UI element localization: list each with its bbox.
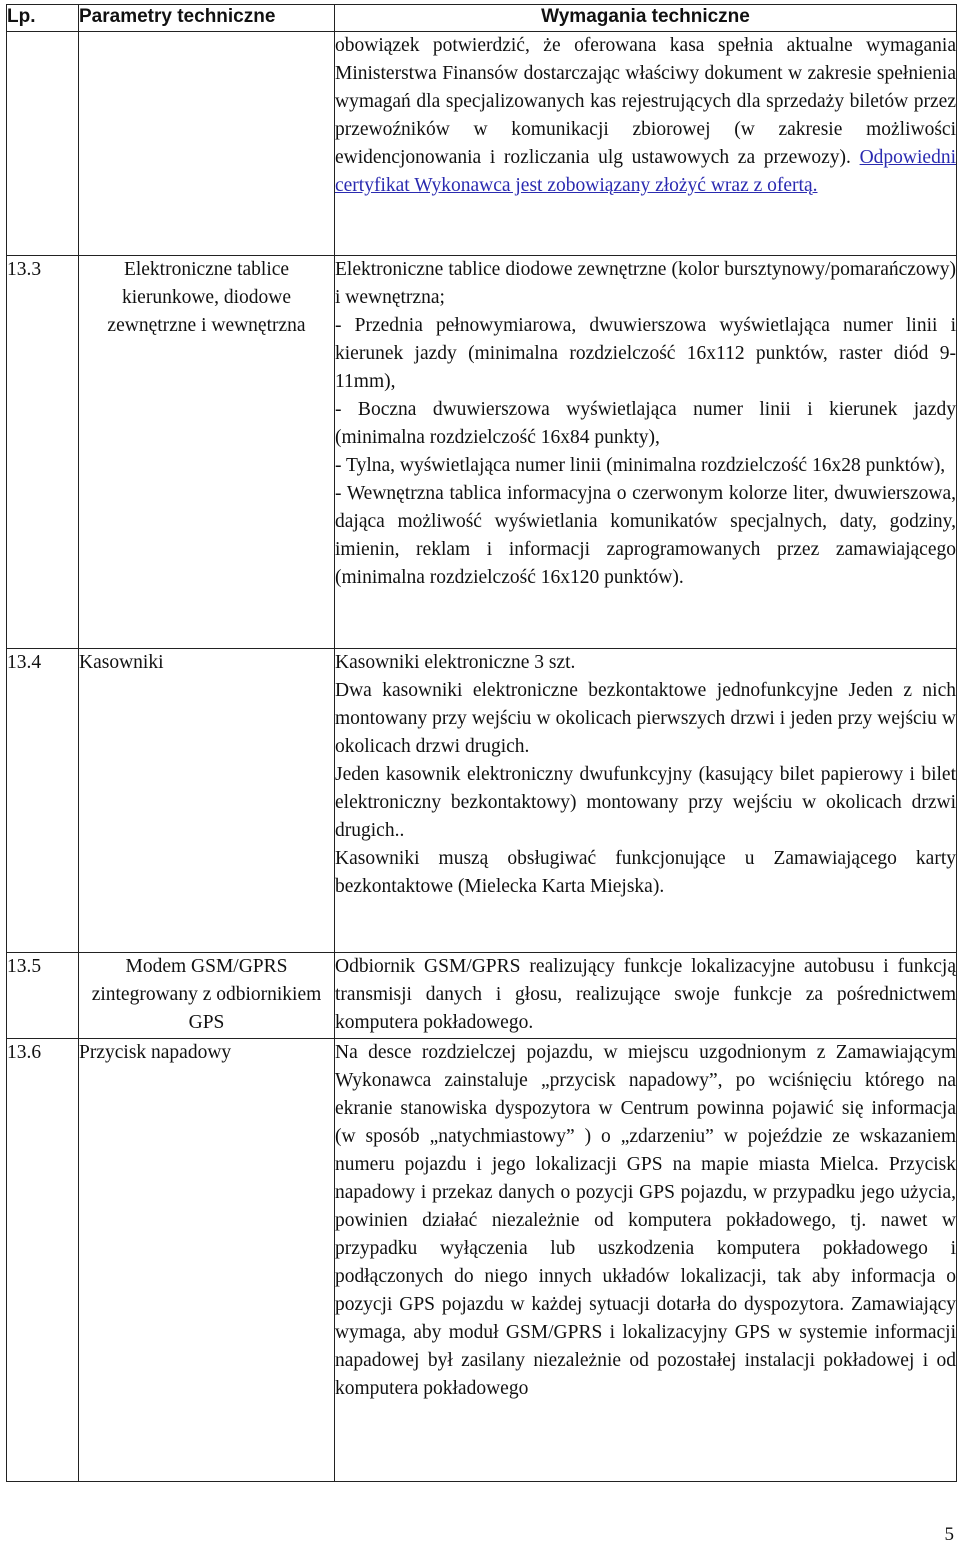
header-lp: Lp.: [7, 5, 79, 32]
row-parameter: Kasowniki: [79, 649, 335, 953]
row-parameter: Modem GSM/GPRS zintegrowany z odbiornikiem GPS: [79, 953, 335, 1039]
table-row: [7, 953, 957, 1039]
requirement-line: - Wewnętrzna tablica informacyjna o czerwonym kolorze liter, dwuwierszowa, dająca możliwość wyświetlania komunikatów specjalnych, daty, godziny, imienin, reklam i informacji zaprogramowanych przez zamawiającego (minimalna rozdzielczość 16x120 punktów).: [335, 483, 956, 588]
row-requirement: [335, 256, 957, 649]
row-parameter: Przycisk napadowy: [79, 1039, 335, 1482]
requirement-line: - Tylna, wyświetlająca numer linii (minimalna rozdzielczość 16x28 punktów),: [335, 455, 946, 476]
technical-requirements-table: [6, 4, 957, 1482]
table-header-row: [7, 5, 957, 32]
requirement-line: Kasowniki elektroniczne 3 szt.: [335, 652, 576, 673]
requirement-line: Odbiornik GSM/GPRS realizujący funkcje lokalizacyjne autobusu i funkcją transmisji danych i głosu, realizujące swoje funkcje za pośrednictwem komputera pokładowego.: [335, 956, 956, 1033]
requirement-line: Elektroniczne tablice diodowe zewnętrzne (kolor bursztynowy/pomarańczowy) i wewnętrzna;: [335, 259, 956, 308]
table-row: [7, 32, 957, 256]
page-number: 5: [944, 1524, 954, 1545]
row-lp: [7, 32, 79, 256]
requirement-line: Kasowniki muszą obsługiwać funkcjonujące u Zamawiającego karty bezkontaktowe (Mielecka Karta Miejska).: [335, 848, 956, 897]
row-lp: 13.5: [7, 953, 79, 1039]
row-requirement: [335, 953, 957, 1039]
row-lp: 13.4: [7, 649, 79, 953]
row-requirement: [335, 1039, 957, 1482]
header-requirements: Wymagania techniczne: [335, 5, 957, 32]
row-parameter: [79, 32, 335, 256]
row-lp: 13.3: [7, 256, 79, 649]
table-row: [7, 1039, 957, 1482]
requirement-text: obowiązek potwierdzić, że oferowana kasa spełnia aktualne wymagania Ministerstwa Finansów dostarczając właściwy dokument w zakresie spełnienia wymagań dla specjalizowanych kas rejestrujących dla sprzedaży biletów przez przewoźników w komunikacji zbiorowej (w zakresie możliwości ewidencjonowania i rozliczania ulg ustawowych za przewozy).: [335, 35, 956, 168]
row-parameter: Elektroniczne tablice kierunkowe, diodowe zewnętrzne i wewnętrzna: [79, 256, 335, 649]
table-row: [7, 256, 957, 649]
requirement-line: Dwa kasowniki elektroniczne bezkontaktowe jednofunkcyjne Jeden z nich montowany przy wejściu w okolicach pierwszych drzwi i jeden przy wejściu w okolicach drzwi drugich.: [335, 680, 956, 757]
requirement-line: Jeden kasownik elektroniczny dwufunkcyjny (kasujący bilet papierowy i bilet elektroniczny bezkontaktowy) montowany przy wejściu w okolicach drzwi drugich..: [335, 764, 956, 841]
table-row: [7, 649, 957, 953]
requirement-line: - Przednia pełnowymiarowa, dwuwierszowa wyświetlająca numer linii i kierunek jazdy (minimalna rozdzielczość 16x112 punktów, raster diód 9-11mm),: [335, 315, 956, 392]
requirement-line: Na desce rozdzielczej pojazdu, w miejscu uzgodnionym z Zamawiającym Wykonawca zainstaluje „przycisk napadowy”, po wciśnięciu którego na ekranie stanowiska dyspozytora w Centrum powinna pojawić się informacja (w sposób „natychmiastowy” ) o „zdarzeniu” w pojeździe ze wskazaniem numeru pojazdu i jego lokalizacji GPS na mapie miasta Mielca. Przycisk napadowy i przekaz danych o pozycji GPS pojazdu, w przypadku jego użycia, powinien działać niezależnie od komputera pokładowego, tj. nawet w przypadku wyłączenia lub uszkodzenia komputera pokładowego i podłączonych do niego innych układów lokalizacji, tak aby informacja o pozycji GPS pojazdu w każdej sytuacji dotarła do dyspozytora. Zamawiający wymaga, aby moduł GSM/GPRS i lokalizacyjny GPS w systemie informacji napadowej był zasilany niezależnie od pozostałej instalacji pokładowej i od komputera pokładowego: [335, 1042, 956, 1399]
row-requirement: [335, 32, 957, 256]
row-lp: 13.6: [7, 1039, 79, 1482]
row-requirement: [335, 649, 957, 953]
header-parameters: Parametry techniczne: [79, 5, 335, 32]
certificate-note: Odpowiedni certyfikat Wykonawca jest zobowiązany złożyć wraz z ofertą.: [335, 147, 956, 196]
requirement-line: - Boczna dwuwierszowa wyświetlająca numer linii i kierunek jazdy (minimalna rozdzielczość 16x84 punkty),: [335, 399, 956, 448]
